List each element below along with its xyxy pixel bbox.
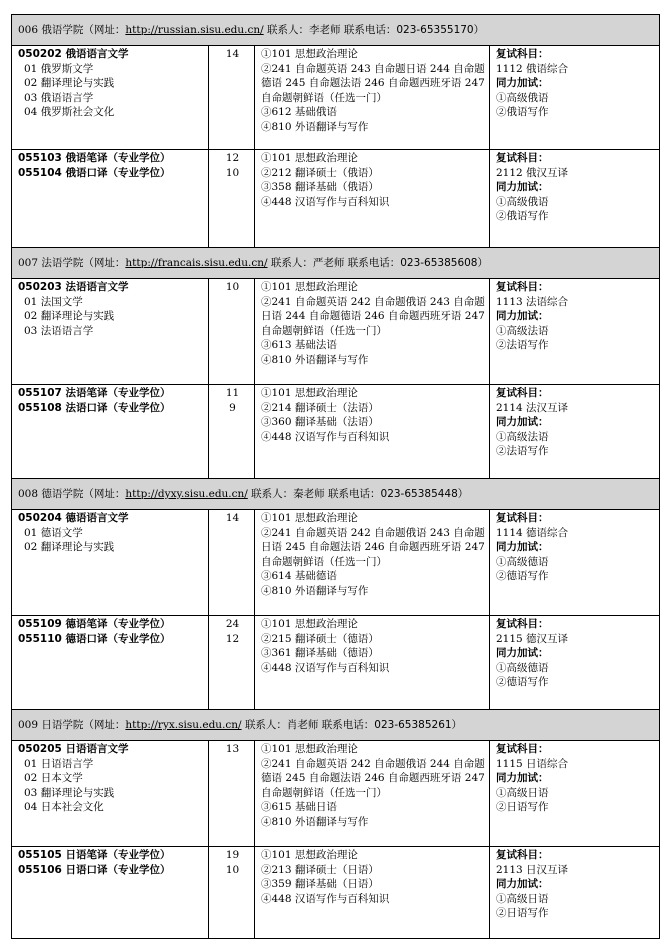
exam-subject: ④448 汉语写作与百科知识 bbox=[261, 892, 390, 905]
extra-test-title: 同力加试： bbox=[496, 878, 549, 891]
exam-subject: ③614 基础德语 bbox=[261, 570, 337, 583]
retest-subject: 1114 德语综合 bbox=[496, 526, 569, 539]
retest-cell bbox=[490, 510, 660, 616]
college-header-row bbox=[12, 248, 660, 279]
exam-subject: ②241 自命题英语 242 自命题俄语 243 自命题日语 244 自命题德语 246 自命题西班牙语 247 自命题朝鲜语（任选一门） bbox=[261, 295, 485, 337]
major-cell bbox=[12, 741, 209, 847]
exam-subject: ④448 汉语写作与百科知识 bbox=[261, 430, 390, 443]
college-phone: 联系电话：023-65385608） bbox=[347, 256, 488, 269]
quota-cell bbox=[209, 847, 255, 939]
enrollment-quota: 10 bbox=[225, 863, 240, 876]
major-title: 050204 德语语言文学 bbox=[18, 512, 129, 524]
college-website-link[interactable]: http://francais.sisu.edu.cn/ bbox=[125, 256, 268, 269]
exam-subject: ②241 自命题英语 243 自命题日语 244 自命题德语 245 自命题法语 246 自命题西班牙语 247 自命题朝鲜语（任选一门） bbox=[261, 62, 485, 104]
major-cell bbox=[12, 385, 209, 479]
exam-subject: ④810 外语翻译与写作 bbox=[261, 584, 369, 597]
exam-subject: ②214 翻译硕士（法语） bbox=[261, 401, 379, 414]
extra-test-title: 同力加试： bbox=[496, 416, 549, 429]
enrollment-quota: 9 bbox=[229, 401, 236, 414]
extra-test-title: 同力加试： bbox=[496, 310, 549, 323]
college-header: 008 德语学院（网址：http://dyxy.sisu.edu.cn/ 联系人：秦老师 联系电话：023-65385448） bbox=[12, 479, 660, 510]
college-contact: 联系人：严老师 bbox=[270, 256, 345, 269]
research-direction: 03 俄语语言学 bbox=[24, 91, 94, 104]
retest-cell bbox=[490, 616, 660, 710]
research-direction: 02 翻译理论与实践 bbox=[24, 77, 115, 90]
extra-test-subject: ②德语写作 bbox=[496, 676, 549, 689]
exam-subject: ③359 翻译基础（日语） bbox=[261, 878, 379, 891]
retest-title: 复试科目： bbox=[496, 849, 549, 861]
extra-test-title: 同力加试： bbox=[496, 772, 549, 785]
college-header: 009 日语学院（网址：http://ryx.sisu.edu.cn/ 联系人：肖老师 联系电话：023-65385261） bbox=[12, 710, 660, 741]
retest-title: 复试科目： bbox=[496, 387, 549, 399]
extra-test-subject: ①高级日语 bbox=[496, 786, 549, 799]
major-title: 055106 日语口译（专业学位） bbox=[18, 863, 171, 876]
enrollment-quota: 14 bbox=[225, 48, 240, 60]
quota-cell bbox=[209, 741, 255, 847]
exam-subjects-cell bbox=[255, 847, 490, 939]
enrollment-quota: 10 bbox=[225, 166, 240, 179]
major-title: 055104 俄语口译（专业学位） bbox=[18, 166, 171, 179]
exam-subject: ①101 思想政治理论 bbox=[261, 387, 358, 399]
enrollment-quota: 11 bbox=[225, 387, 240, 399]
retest-title: 复试科目： bbox=[496, 48, 549, 60]
extra-test-title: 同力加试： bbox=[496, 77, 549, 90]
research-direction: 01 俄罗斯文学 bbox=[24, 62, 94, 75]
retest-title: 复试科目： bbox=[496, 152, 549, 164]
exam-subjects-cell bbox=[255, 616, 490, 710]
exam-subject: ④448 汉语写作与百科知识 bbox=[261, 661, 390, 674]
exam-subject: ②241 自命题英语 242 自命题俄语 244 自命题德语 245 自命题法语 246 自命题西班牙语 247 自命题朝鲜语（任选一门） bbox=[261, 757, 485, 799]
program-row bbox=[12, 510, 660, 616]
exam-subject: ①101 思想政治理论 bbox=[261, 512, 358, 524]
program-table bbox=[11, 14, 660, 939]
extra-test-subject: ②日语写作 bbox=[496, 801, 549, 814]
enrollment-quota: 12 bbox=[225, 632, 240, 645]
research-direction: 03 翻译理论与实践 bbox=[24, 786, 115, 799]
exam-subjects-cell bbox=[255, 279, 490, 385]
college-code: 007 bbox=[18, 256, 39, 269]
extra-test-subject: ②俄语写作 bbox=[496, 106, 549, 119]
research-direction: 01 日语语言学 bbox=[24, 757, 94, 770]
exam-subject: ④810 外语翻译与写作 bbox=[261, 353, 369, 366]
retest-subject: 2113 日汉互译 bbox=[496, 863, 569, 876]
major-cell bbox=[12, 616, 209, 710]
extra-test-subject: ②日语写作 bbox=[496, 907, 549, 920]
college-contact: 联系人：秦老师 bbox=[251, 487, 325, 500]
extra-test-subject: ①高级德语 bbox=[496, 555, 549, 568]
exam-subject: ①101 思想政治理论 bbox=[261, 743, 358, 755]
retest-title: 复试科目： bbox=[496, 743, 549, 755]
major-title: 050203 法语语言文学 bbox=[18, 281, 129, 293]
enrollment-quota: 19 bbox=[225, 849, 240, 861]
retest-cell bbox=[490, 150, 660, 248]
major-title: 055107 法语笔译（专业学位） bbox=[18, 387, 171, 399]
college-website-link[interactable]: http://dyxy.sisu.edu.cn/ bbox=[125, 487, 248, 500]
college-header-row bbox=[12, 479, 660, 510]
quota-cell bbox=[209, 150, 255, 248]
major-cell bbox=[12, 510, 209, 616]
major-title: 055109 德语笔译（专业学位） bbox=[18, 618, 171, 630]
college-code: 008 bbox=[18, 487, 39, 500]
enrollment-quota: 13 bbox=[225, 743, 240, 755]
extra-test-title: 同力加试： bbox=[496, 541, 549, 554]
college-name: 德语学院 bbox=[41, 487, 84, 500]
college-name: 日语学院 bbox=[41, 718, 84, 731]
college-contact: 联系人：肖老师 bbox=[244, 718, 319, 731]
college-header: 006 俄语学院（网址：http://russian.sisu.edu.cn/ 联系人：李老师 联系电话：023-65355170） bbox=[12, 15, 660, 46]
exam-subjects-cell bbox=[255, 150, 490, 248]
research-direction: 02 翻译理论与实践 bbox=[24, 541, 115, 554]
extra-test-subject: ②法语写作 bbox=[496, 339, 549, 352]
program-row bbox=[12, 847, 660, 939]
extra-test-subject: ②法语写作 bbox=[496, 445, 549, 458]
admissions-catalog bbox=[11, 14, 659, 939]
exam-subject: ③612 基础俄语 bbox=[261, 106, 337, 119]
program-row bbox=[12, 279, 660, 385]
exam-subjects-cell bbox=[255, 46, 490, 150]
college-phone: 联系电话：023-65385448） bbox=[328, 487, 469, 500]
exam-subject: ①101 思想政治理论 bbox=[261, 281, 358, 293]
research-direction: 01 德语文学 bbox=[24, 526, 83, 539]
major-title: 050202 俄语语言文学 bbox=[18, 48, 129, 60]
extra-test-subject: ①高级俄语 bbox=[496, 195, 549, 208]
college-name: 法语学院 bbox=[41, 256, 84, 269]
extra-test-title: 同力加试： bbox=[496, 647, 549, 660]
extra-test-subject: ①高级俄语 bbox=[496, 91, 549, 104]
program-row bbox=[12, 46, 660, 150]
retest-subject: 1112 俄语综合 bbox=[496, 62, 569, 75]
college-website-link[interactable]: http://ryx.sisu.edu.cn/ bbox=[125, 718, 242, 731]
quota-cell bbox=[209, 510, 255, 616]
retest-cell bbox=[490, 385, 660, 479]
exam-subject: ②213 翻译硕士（日语） bbox=[261, 863, 379, 876]
major-cell bbox=[12, 279, 209, 385]
exam-subject: ①101 思想政治理论 bbox=[261, 618, 358, 630]
exam-subjects-cell bbox=[255, 510, 490, 616]
retest-title: 复试科目： bbox=[496, 618, 549, 630]
major-title: 055110 德语口译（专业学位） bbox=[18, 632, 171, 645]
enrollment-quota: 24 bbox=[225, 618, 240, 630]
exam-subject: ③615 基础日语 bbox=[261, 801, 337, 814]
major-title: 055103 俄语笔译（专业学位） bbox=[18, 152, 171, 164]
college-website-link[interactable]: http://russian.sisu.edu.cn/ bbox=[125, 23, 264, 36]
research-direction: 01 法国文学 bbox=[24, 295, 83, 308]
retest-cell bbox=[490, 279, 660, 385]
enrollment-quota: 12 bbox=[225, 152, 240, 164]
major-title: 055105 日语笔译（专业学位） bbox=[18, 849, 171, 861]
exam-subject: ④810 外语翻译与写作 bbox=[261, 120, 369, 133]
retest-title: 复试科目： bbox=[496, 512, 549, 524]
retest-subject: 1113 法语综合 bbox=[496, 295, 569, 308]
research-direction: 03 法语语言学 bbox=[24, 324, 94, 337]
research-direction: 04 俄罗斯社会文化 bbox=[24, 106, 115, 119]
college-code: 006 bbox=[18, 23, 39, 36]
exam-subject: ①101 思想政治理论 bbox=[261, 849, 358, 861]
exam-subjects-cell bbox=[255, 385, 490, 479]
extra-test-subject: ①高级法语 bbox=[496, 430, 549, 443]
college-header-row bbox=[12, 710, 660, 741]
exam-subject: ④810 外语翻译与写作 bbox=[261, 815, 369, 828]
retest-subject: 2114 法汉互译 bbox=[496, 401, 569, 414]
major-cell bbox=[12, 150, 209, 248]
retest-subject: 2112 俄汉互译 bbox=[496, 166, 569, 179]
extra-test-subject: ②德语写作 bbox=[496, 570, 549, 583]
college-code: 009 bbox=[18, 718, 39, 731]
exam-subject: ②212 翻译硕士（俄语） bbox=[261, 166, 379, 179]
major-title: 050205 日语语言文学 bbox=[18, 743, 129, 755]
retest-cell bbox=[490, 46, 660, 150]
extra-test-subject: ①高级日语 bbox=[496, 892, 549, 905]
quota-cell bbox=[209, 616, 255, 710]
exam-subject: ③361 翻译基础（德语） bbox=[261, 647, 379, 660]
exam-subject: ②241 自命题英语 242 自命题俄语 243 自命题日语 245 自命题法语 246 自命题西班牙语 247 自命题朝鲜语（任选一门） bbox=[261, 526, 485, 568]
exam-subject: ③613 基础法语 bbox=[261, 339, 337, 352]
quota-cell bbox=[209, 279, 255, 385]
extra-test-subject: ②俄语写作 bbox=[496, 210, 549, 223]
program-row bbox=[12, 616, 660, 710]
enrollment-quota: 14 bbox=[225, 512, 240, 524]
enrollment-quota: 10 bbox=[225, 281, 240, 293]
major-title: 055108 法语口译（专业学位） bbox=[18, 401, 171, 414]
program-row bbox=[12, 150, 660, 248]
exam-subject: ①101 思想政治理论 bbox=[261, 152, 358, 164]
college-phone: 联系电话：023-65385261） bbox=[321, 718, 463, 731]
exam-subject: ③358 翻译基础（俄语） bbox=[261, 181, 379, 194]
retest-cell bbox=[490, 741, 660, 847]
college-phone: 联系电话：023-65355170） bbox=[343, 23, 485, 36]
college-header-row bbox=[12, 15, 660, 46]
college-header: 007 法语学院（网址：http://francais.sisu.edu.cn/ 联系人：严老师 联系电话：023-65385608） bbox=[12, 248, 660, 279]
college-name: 俄语学院 bbox=[41, 23, 84, 36]
retest-subject: 2115 德汉互译 bbox=[496, 632, 569, 645]
program-row bbox=[12, 385, 660, 479]
research-direction: 02 日本文学 bbox=[24, 772, 83, 785]
research-direction: 04 日本社会文化 bbox=[24, 801, 104, 814]
extra-test-subject: ①高级法语 bbox=[496, 324, 549, 337]
program-row bbox=[12, 741, 660, 847]
exam-subjects-cell bbox=[255, 741, 490, 847]
retest-subject: 1115 日语综合 bbox=[496, 757, 569, 770]
quota-cell bbox=[209, 385, 255, 479]
retest-title: 复试科目： bbox=[496, 281, 549, 293]
quota-cell bbox=[209, 46, 255, 150]
major-cell bbox=[12, 847, 209, 939]
major-cell bbox=[12, 46, 209, 150]
research-direction: 02 翻译理论与实践 bbox=[24, 310, 115, 323]
college-contact: 联系人：李老师 bbox=[267, 23, 341, 36]
exam-subject: ①101 思想政治理论 bbox=[261, 48, 358, 60]
exam-subject: ③360 翻译基础（法语） bbox=[261, 416, 379, 429]
extra-test-subject: ①高级德语 bbox=[496, 661, 549, 674]
retest-cell bbox=[490, 847, 660, 939]
exam-subject: ②215 翻译硕士（德语） bbox=[261, 632, 379, 645]
exam-subject: ④448 汉语写作与百科知识 bbox=[261, 195, 390, 208]
extra-test-title: 同力加试： bbox=[496, 181, 549, 194]
